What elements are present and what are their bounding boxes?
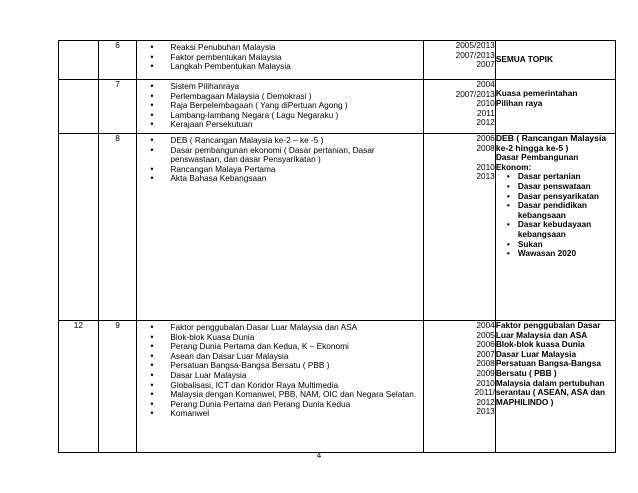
policy-item: • Dasar pensyarikatan xyxy=(518,192,615,202)
year-entry: 2007/2013 xyxy=(455,49,495,60)
syllabus-table xyxy=(58,40,616,453)
topic-item: • Langkah Pembentukan Malaysia xyxy=(170,62,422,72)
topic-number: 6 xyxy=(98,41,137,80)
week-cell xyxy=(59,134,99,321)
note-text: Malaysia dalam pertubuhan serantau ( ASEAN, ASA dan MAPHILINDO ) xyxy=(495,377,606,407)
note-text: Dasar Luar Malaysia xyxy=(495,348,577,359)
topics-cell xyxy=(137,321,423,453)
week-cell: 12 xyxy=(59,321,99,453)
years-cell xyxy=(423,134,495,321)
note-text: Blok-blok kuasa Dunia xyxy=(495,339,585,350)
policy-list xyxy=(496,172,615,258)
note-text: Faktor penggubalan Dasar Luar Malaysia dan ASA xyxy=(495,320,601,340)
year-entry: 2010 xyxy=(476,161,495,172)
year-entry: 2010 xyxy=(476,377,495,388)
topic-number: 8 xyxy=(98,134,137,321)
year-entry: 2013 xyxy=(476,406,495,417)
topic-item: • DEB ( Rancangan Malaysia ke-2 – ke -5 ) xyxy=(170,136,422,146)
topic-item: • Globalisasi, ICT dan Koridor Raya Multimedia xyxy=(170,381,422,391)
year-entry: 2006 xyxy=(476,133,495,143)
week-cell xyxy=(59,41,99,80)
year-entry: 2012 xyxy=(476,396,495,407)
topic-list xyxy=(137,136,422,184)
topic-item: • Perang Dunia Pertama dan Kedua, K – Ekonomi xyxy=(170,342,422,352)
years-cell xyxy=(423,41,495,80)
policy-item: • Dasar pendidikan kebangsaan xyxy=(518,201,615,220)
note-heading: DEB ( Rancangan Malaysia ke-2 hingga ke-5 ) xyxy=(495,133,607,153)
years-cell xyxy=(423,321,495,453)
year-entry: 2009 xyxy=(476,367,495,378)
year-entry: 2012 xyxy=(476,117,495,128)
year-entry: 2013 xyxy=(476,171,495,182)
topic-number: 9 xyxy=(98,321,137,453)
note-text: SEMUA TOPIK xyxy=(495,54,553,65)
year-entry: 2011 xyxy=(476,107,495,118)
year-entry: 2008 xyxy=(476,142,495,153)
topic-list xyxy=(137,323,422,419)
year-entry: 2007 xyxy=(476,348,495,359)
topic-list xyxy=(137,82,422,130)
topic-list xyxy=(137,43,422,72)
topic-item: • Sistem Pilihanraya xyxy=(170,82,422,92)
topic-item: • Persatuan Bangsa-Bangsa Bersatu ( PBB ) xyxy=(170,361,422,371)
policy-item: • Wawasan 2020 xyxy=(518,249,615,259)
topic-item: • Rancangan Malaya Pertama xyxy=(170,165,422,175)
topic-item: • Faktor pembentukan Malaysia xyxy=(170,53,422,63)
table-row xyxy=(59,41,616,80)
topic-item: • Dasar Luar Malaysia xyxy=(170,371,422,381)
topics-cell xyxy=(137,80,423,134)
notes-cell xyxy=(495,321,615,453)
topic-item: • Lambang-lambang Negara ( Lagu Negaraku ) xyxy=(170,111,422,121)
note-text: Pilihan raya xyxy=(495,97,543,108)
year-entry: 2008 xyxy=(476,358,495,369)
topics-cell xyxy=(137,41,423,80)
year-entry: 2006 xyxy=(476,339,495,350)
policy-item: • Dasar pertanian xyxy=(518,172,615,182)
notes-cell xyxy=(495,80,615,134)
year-entry: 2007 xyxy=(476,59,495,70)
years-cell xyxy=(423,80,495,134)
topic-item: • Komanwel xyxy=(170,409,422,419)
year-entry: 2010 xyxy=(476,98,495,109)
policy-item: • Dasar kebudayaan kebangsaan xyxy=(518,220,615,239)
table-row xyxy=(59,134,616,321)
policy-item: • Dasar penswataan xyxy=(518,182,615,192)
year-entry: 2007/2013 xyxy=(455,88,495,99)
topic-item: • Blok-blok Kuasa Dunia xyxy=(170,333,422,343)
notes-cell xyxy=(495,41,615,80)
topic-item: • Dasar pembangunan ekonomi ( Dasar pertanian, Dasar penswastaan, dan dasar Pensyarikatan ) xyxy=(170,146,385,165)
policy-item: • Sukan xyxy=(518,240,615,250)
year-entry: 2004 xyxy=(476,79,495,89)
topic-number: 7 xyxy=(98,80,137,134)
topic-item: • Reaksi Penubuhan Malaysia xyxy=(170,43,422,53)
year-entry: 2005 xyxy=(476,329,495,340)
topic-item: • Perang Dunia Pertama dan Perang Dunia Kedua xyxy=(170,400,422,410)
topic-item: • Perlembagaan Malaysia ( Demokrasi ) xyxy=(170,92,422,102)
notes-cell xyxy=(495,134,615,321)
table-row xyxy=(59,321,616,453)
note-text: Persatuan Bangsa-Bangsa Bersatu ( PBB ) xyxy=(495,358,601,378)
page-number: 4 xyxy=(316,451,322,460)
topic-item: • Faktor penggubalan Dasar Luar Malaysia dan ASA xyxy=(170,323,422,333)
topic-item: • Raja Berpelembagaan ( Yang diPertuan Agong ) xyxy=(170,101,422,111)
year-entry: 2005/2013 xyxy=(455,40,495,50)
topic-item: • Akta Bahasa Kebangsaan xyxy=(170,174,422,184)
note-subheading: Dasar Pembangunan Ekonom: xyxy=(495,152,579,172)
note-text: Kuasa pemerintahan xyxy=(495,88,578,98)
week-cell xyxy=(59,80,99,134)
topic-item: • Malaysia dengan Komanwel, PBB, NAM, OIC dan Negara Selatan. xyxy=(170,390,422,400)
year-entry: 2011/ xyxy=(474,387,495,398)
topic-item: • Asean dan Dasar Luar Malaysia xyxy=(170,352,422,362)
topics-cell xyxy=(137,134,423,321)
table-row xyxy=(59,80,616,134)
year-entry: 2004 xyxy=(476,320,495,330)
topic-item: • Kerajaan Persekutuan xyxy=(170,120,422,130)
